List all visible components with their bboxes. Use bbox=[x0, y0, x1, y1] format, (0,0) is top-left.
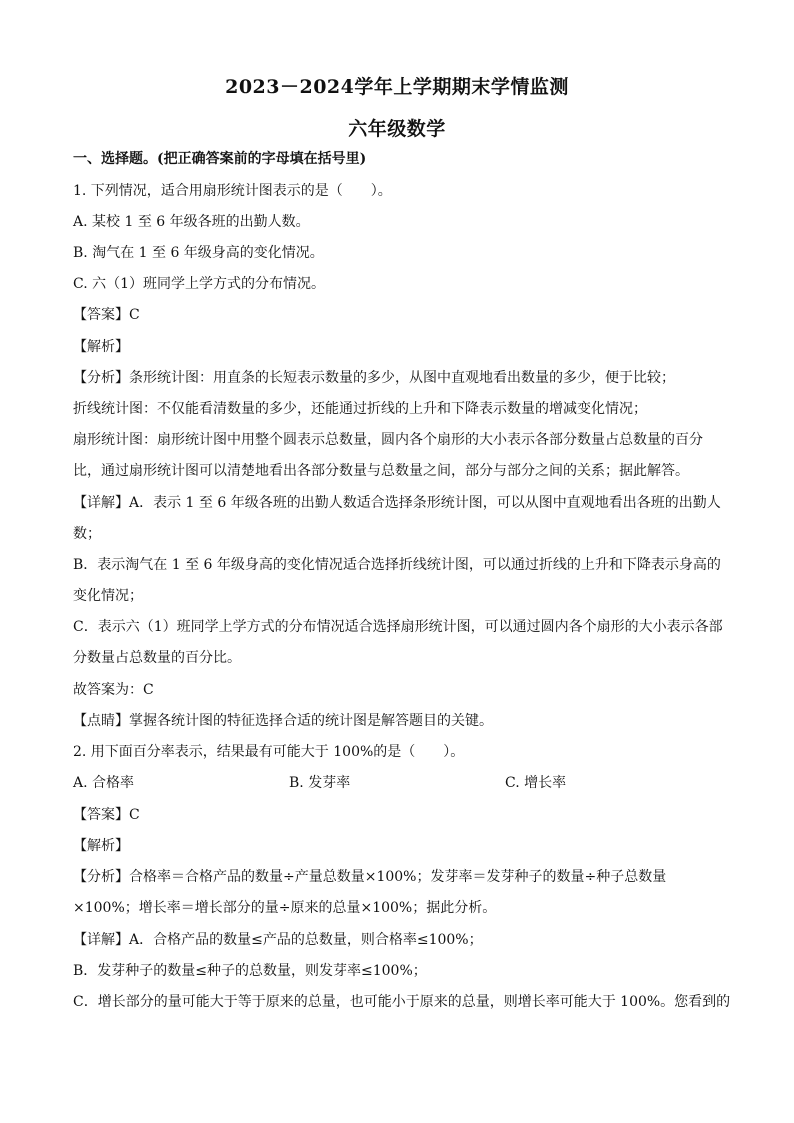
q1-detail-line: 变化情况； bbox=[73, 588, 143, 604]
q1-analysis-line: 【分析】条形统计图：用直条的长短表示数量的多少，从图中直观地看出数量的多少，便于比较； bbox=[73, 370, 675, 386]
q1-detail-line: 分数量占总数量的百分比。 bbox=[73, 650, 241, 666]
q1-detail-line: 【详解】A．表示 1 至 6 年级各班的出勤人数适合选择条形统计图，可以从图中直观地看出各班的出勤人 bbox=[73, 495, 721, 511]
q2-answer: 【答案】C bbox=[73, 807, 140, 823]
q1-detail-line: B．表示淘气在 1 至 6 年级身高的变化情况适合选择折线统计图，可以通过折线的上升和下降表示身高的 bbox=[73, 557, 721, 573]
q2-analysis-line: 【分析】合格率＝合格产品的数量÷产量总数量×100%；发芽率＝发芽种子的数量÷种子总数量 bbox=[73, 869, 667, 885]
q1-analysis-label: 【解析】 bbox=[73, 339, 129, 355]
q1-answer: 【答案】C bbox=[73, 307, 140, 323]
q1-analysis-line: 扇形统计图：扇形统计图中用整个圆表示总数量，圆内各个扇形的大小表示各部分数量占总数量的百分 bbox=[73, 432, 703, 448]
q1-option-c: C. 六（1）班同学上学方式的分布情况。 bbox=[73, 276, 326, 292]
q2-option-a: A. 合格率 bbox=[73, 775, 135, 791]
q1-conclusion: 故答案为：C bbox=[73, 682, 154, 698]
q1-detail-line: 数； bbox=[73, 526, 101, 542]
q2-option-c: C. 增长率 bbox=[505, 775, 567, 791]
q1-analysis-line: 比，通过扇形统计图可以清楚地看出各部分数量与总数量之间，部分与部分之间的关系；据此解答。 bbox=[73, 463, 689, 479]
q1-stem: 1. 下列情况，适合用扇形统计图表示的是（ ）。 bbox=[73, 183, 392, 199]
q1-option-b: B. 淘气在 1 至 6 年级身高的变化情况。 bbox=[73, 245, 324, 261]
q2-stem: 2. 用下面百分率表示，结果最有可能大于 100%的是（ ）。 bbox=[73, 744, 465, 760]
section-heading: 一、选择题。(把正确答案前的字母填在括号里) bbox=[73, 151, 367, 167]
q2-option-b: B. 发芽率 bbox=[289, 775, 351, 791]
q1-comment: 【点睛】掌握各统计图的特征选择合适的统计图是解答题目的关键。 bbox=[73, 713, 493, 729]
q1-detail-line: C．表示六（1）班同学上学方式的分布情况适合选择扇形统计图，可以通过圆内各个扇形的大小表示各部 bbox=[73, 619, 723, 635]
q2-detail-line: 【详解】A．合格产品的数量≤产品的总数量，则合格率≤100%； bbox=[73, 932, 483, 948]
q1-option-a: A. 某校 1 至 6 年级各班的出勤人数。 bbox=[73, 214, 310, 230]
document-subtitle: 六年级数学 bbox=[348, 118, 446, 140]
q2-detail-line: B．发芽种子的数量≤种子的总数量，则发芽率≤100%； bbox=[73, 963, 427, 979]
q2-detail-line: C．增长部分的量可能大于等于原来的总量，也可能小于原来的总量，则增长率可能大于 100%。您看到的 bbox=[73, 994, 731, 1010]
q1-analysis-line: 折线统计图：不仅能看清数量的多少，还能通过折线的上升和下降表示数量的增减变化情况； bbox=[73, 401, 647, 417]
q2-analysis-line: ×100%；增长率＝增长部分的量÷原来的总量×100%；据此分析。 bbox=[73, 900, 497, 916]
q2-analysis-label: 【解析】 bbox=[73, 838, 129, 854]
document-title: 2023－2024学年上学期期末学情监测 bbox=[225, 76, 569, 98]
